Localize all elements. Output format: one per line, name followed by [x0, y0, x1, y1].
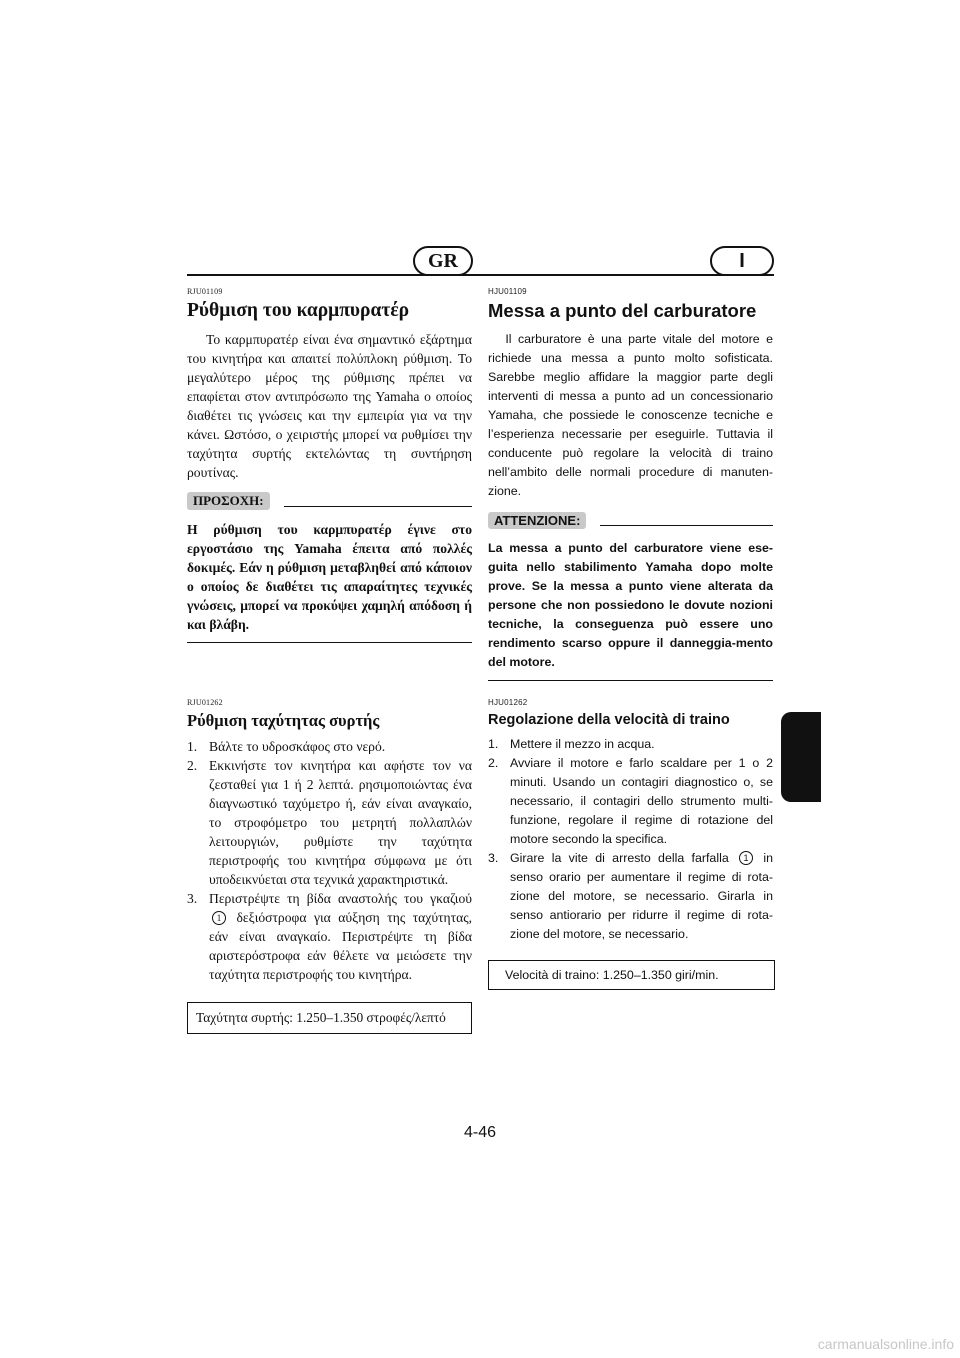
step-item [187, 889, 472, 984]
section-body: Το καρμπυρατέρ είναι ένα σημαντικό εξάρτημα του κινητήρα και απαιτεί πολύπλοκη ρύθμιση. Το μεγαλύτερο μέρος της ρύθμισης πρέπει να επαφίεται στον αντιπρόσωπο της Yamaha ο οποίος διαθέτει τις γνώσεις και την εμπειρία για να την κάνει. Ωστόσο, ο χειριστής μπορεί να ρυθμίσει την ταχύτητα συρτής εκτελώντας τη συντήρηση ρουτίνας. [187, 332, 472, 480]
caution-label: ΠΡΟΣΟΧΗ: [187, 492, 270, 510]
header-rule [187, 274, 774, 276]
section-title: Ρύθμιση ταχύτητας συρτής [187, 711, 380, 730]
section-code: RJU01262 [187, 698, 223, 707]
caution-rule [284, 506, 472, 507]
page-number: 4-46 [463, 1124, 497, 1141]
step-item [187, 756, 472, 889]
section-title: Messa a punto del carburatore [488, 300, 757, 321]
caution-block [488, 509, 773, 681]
chapter-thumb-tab [781, 712, 821, 802]
caution-label: ATTENZIONE: [488, 512, 586, 529]
step-number: 3. [187, 891, 198, 906]
spec-box: Velocità di traino: 1.250–1.350 giri/min. [488, 960, 775, 990]
callout-number: 1 [212, 911, 226, 925]
step-text: Περιστρέψτε τη βίδα αναστολής του γκαζιού [209, 891, 472, 906]
steps-list [187, 737, 472, 984]
caution-text: La messa a punto del carburatore viene ese-guita nello stabilimento Yamaha dopo molte prove. Se la messa a punto viene alterata da persone che non possiedono le dovute nozioni tecniche, la conseguenza può essere uno rendimento scarso oppure il danneggia-mento del motore. [488, 539, 773, 681]
caution-text: Η ρύθμιση του καρμπυρατέρ έγινε στο εργοστάσιο της Yamaha έπειτα από πολλές δοκιμές. Εάν η ρύθμιση μεταβληθεί από κάποιον ο οποίος δε διαθέτει τις απαραίτητες τεχνικές γνώσεις, μπορεί να προκύψει χαμηλή απόδοση ή και βλάβη. [187, 520, 472, 643]
step-text: in senso orario per aumentare il regime di rota-zione del motore, se necessario. Girarla in senso antiorario per ridurre il regime di rota-zione del motore, se necessario. [510, 851, 773, 941]
lang-badge-greek: GR [413, 246, 473, 276]
watermark: carmanualsonline.info [817, 1336, 954, 1352]
section-title: Ρύθμιση του καρμπυρατέρ [187, 300, 410, 321]
greek-trolling-speed-section [187, 698, 472, 1034]
section-code: HJU01262 [488, 698, 528, 707]
step-number: 3. [488, 851, 499, 865]
step-text: Mettere il mezzo in acqua. [510, 737, 655, 751]
step-item [187, 737, 472, 756]
italian-carburetor-section [488, 287, 773, 681]
step-item [488, 849, 773, 944]
step-text: Avviare il motore e farlo scaldare per 1 o 2 minuti. Usando un contagiri diagnostico o, se necessario, il contagiri dello strumento multi-funzione, regolare il regime di rotazione del motore secondo la specifica. [510, 756, 773, 846]
section-body: Il carburatore è una parte vitale del motore e richiede una messa a punto molto sofisticata. Sarebbe meglio affidare la maggior parte degli interventi di messa a punto ad un concessionario Yamaha, che possiede le conoscenze tecniche e l’esperienza necessarie per eseguirle. Tuttavia il conducente può regolare la velocità di traino nell’ambito delle normali procedure di manuten-zione. [488, 332, 773, 498]
section-title: Regolazione della velocità di traino [488, 712, 730, 728]
caution-rule [600, 525, 773, 526]
callout-number: 1 [739, 851, 753, 865]
step-text: δεξιόστροφα για αύξηση της ταχύτητας, εάν είναι αναγκαίο. Περιστρέψτε τη βίδα αριστερόστροφα εάν θέλετε να μειώσετε την ταχύτητα περιστροφής του κινητήρα. [209, 910, 472, 982]
step-item [488, 754, 773, 849]
spec-box: Ταχύτητα συρτής: 1.250–1.350 στροφές/λεπτό [187, 1002, 472, 1034]
step-text: Girare la vite di arresto della farfalla [510, 851, 729, 865]
lang-badge-italian: I [710, 246, 774, 276]
italian-trolling-speed-section [488, 698, 773, 990]
steps-list [488, 735, 773, 944]
section-code: RJU01109 [187, 287, 223, 296]
step-number: 2. [187, 758, 198, 773]
step-number: 1. [187, 739, 198, 754]
step-text: Εκκινήστε τον κινητήρα και αφήστε τον να ζεσταθεί για 1 ή 2 λεπτά. ρησιμοποιώντας ένα διαγνωστικό ταχύμετρο ή, εάν είναι αναγκαίο, το στροφόμετρο του μετρητή πολλαπλών λειτουργιών, ρυθμίστε την ταχύτητα περιστροφής του κινητήρα σύμφωνα με ότι υποδεικνύεται στα τεχνικά χαρακτηριστικά. [209, 758, 472, 887]
step-number: 1. [488, 737, 499, 751]
caution-header [488, 509, 773, 531]
caution-header [187, 490, 472, 512]
greek-carburetor-section [187, 287, 472, 643]
step-text: Βάλτε το υδροσκάφος στο νερό. [209, 739, 386, 754]
caution-block [187, 490, 472, 643]
step-item [488, 735, 773, 754]
section-code: HJU01109 [488, 287, 527, 296]
step-number: 2. [488, 756, 499, 770]
